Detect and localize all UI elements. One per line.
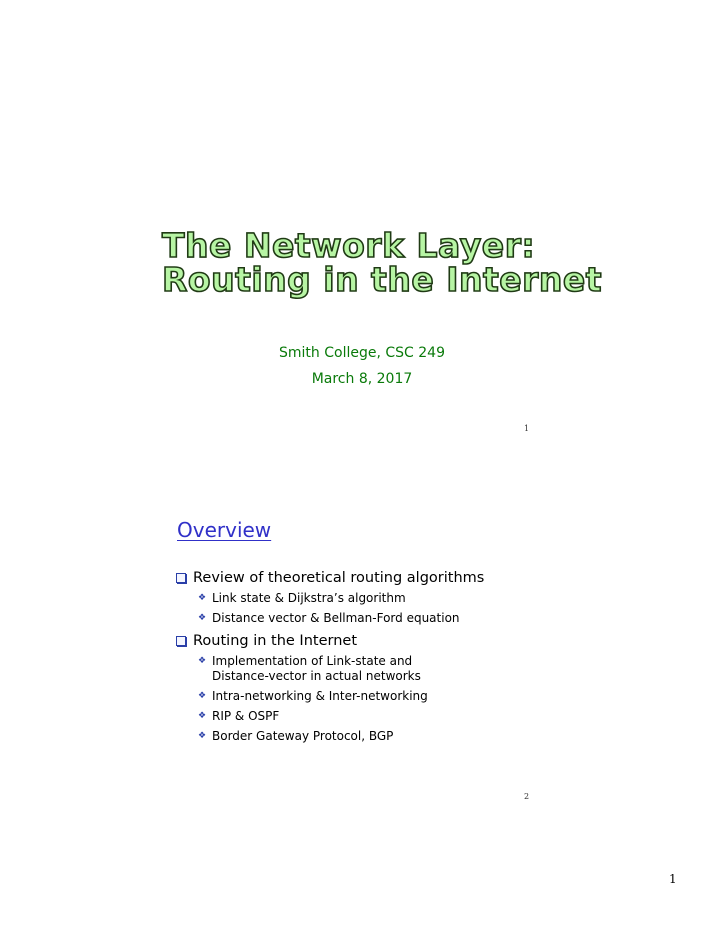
institution-text: Smith College, CSC 249 xyxy=(279,345,445,361)
sub-bullet-item xyxy=(198,611,484,626)
sub-bullet-item xyxy=(198,689,484,704)
slide-title-line-1: The Network Layer: xyxy=(162,226,536,265)
sub-bullet-label: RIP & OSPF xyxy=(212,709,280,723)
sub-bullet-label: Intra-networking & Inter-networking xyxy=(212,689,428,703)
diamond-bullet-icon: ❖ xyxy=(198,656,207,666)
sub-bullet-list xyxy=(176,591,484,626)
diamond-bullet-icon: ❖ xyxy=(198,711,207,721)
overview-bullet-list xyxy=(176,568,484,749)
sub-bullet-label: Distance vector & Bellman-Ford equation xyxy=(212,611,460,625)
sub-bullet-list xyxy=(176,654,484,744)
bullet-label: Routing in the Internet xyxy=(193,633,358,649)
sub-bullet-label: Implementation of Link-state and Distance-vector in actual networks xyxy=(212,654,421,683)
diamond-bullet-icon: ❖ xyxy=(198,691,207,701)
diamond-bullet-icon: ❖ xyxy=(198,613,207,623)
sub-bullet-label: Border Gateway Protocol, BGP xyxy=(212,729,394,743)
slide-number-1: 1 xyxy=(524,424,530,433)
overview-heading: Overview xyxy=(177,518,272,542)
diamond-bullet-icon: ❖ xyxy=(198,593,207,603)
sub-bullet-item xyxy=(198,591,484,606)
sub-bullet-item xyxy=(198,709,484,724)
bullet-item-theory xyxy=(176,568,484,626)
date-text: March 8, 2017 xyxy=(311,371,413,387)
square-bullet-icon xyxy=(176,573,186,583)
sub-bullet-item xyxy=(198,729,484,744)
sub-bullet-item xyxy=(198,654,484,684)
slide-title-line-2: Routing in the Internet xyxy=(162,260,603,299)
sub-bullet-label: Link state & Dijkstra’s algorithm xyxy=(212,591,406,605)
square-bullet-icon xyxy=(176,636,186,646)
page-number: 1 xyxy=(669,872,677,886)
bullet-label: Review of theoretical routing algorithms xyxy=(193,570,485,586)
bullet-item-internet xyxy=(176,631,484,744)
slide-number-2: 2 xyxy=(524,792,530,801)
diamond-bullet-icon: ❖ xyxy=(198,731,207,741)
